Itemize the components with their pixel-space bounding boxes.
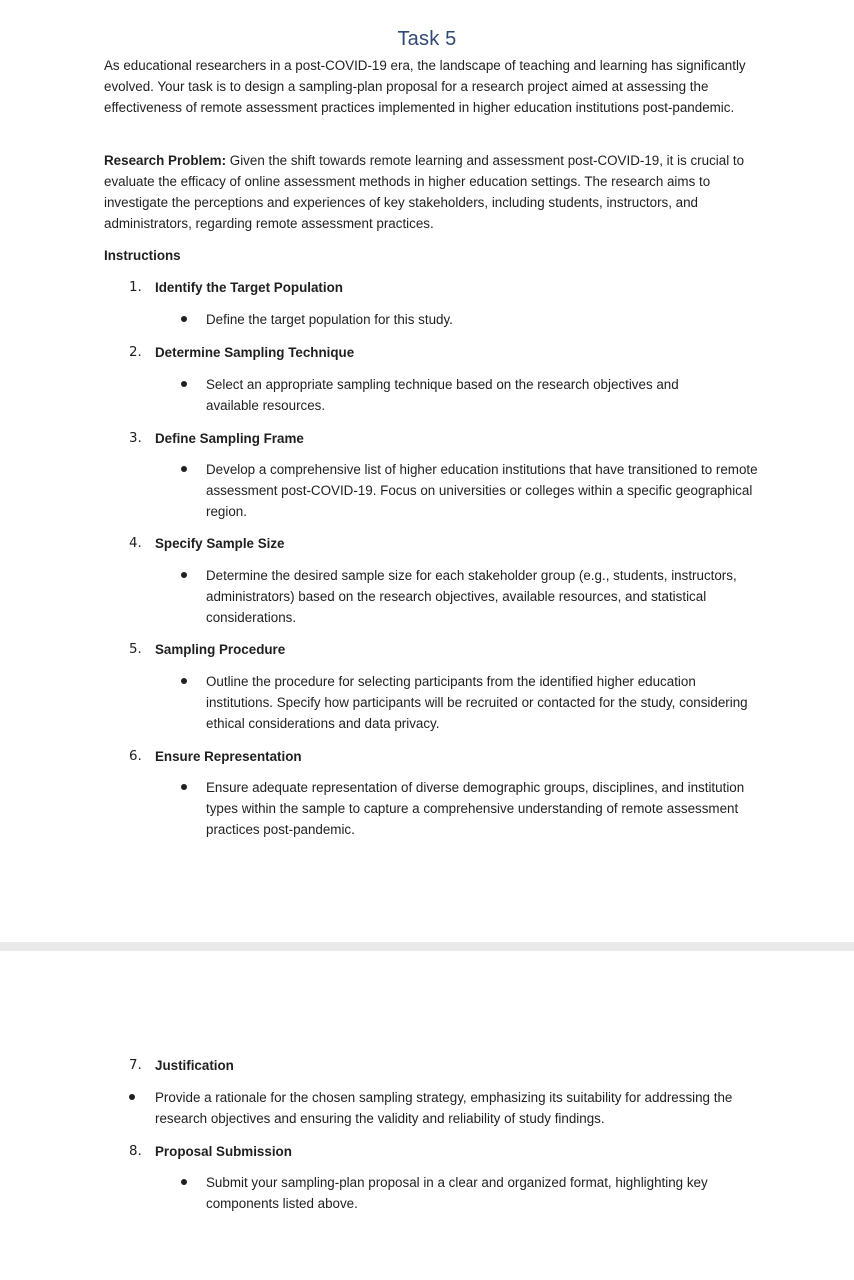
step-number: 8. (129, 1144, 142, 1159)
step-title-sampling-frame: Define Sampling Frame (155, 431, 304, 446)
step-title-sampling-procedure: Sampling Procedure (155, 642, 286, 657)
step-bullet-text: Outline the procedure for selecting participants from the identified higher education institutions. Specify how participants will be recruited or contacted for the study, considering ethical considerations and data privacy. (206, 674, 748, 731)
intro-paragraph: As educational researchers in a post-COVID-19 era, the landscape of teaching and learning has significantly evolved. Your task is to design a sampling-plan proposal for a research project aimed at assessing the effectiveness of remote assessment practices implemented in higher education institutions post-pandemic. (104, 58, 746, 115)
step-bullet-text: Provide a rationale for the chosen sampling strategy, emphasizing its suitability for addressing the research objectives and ensuring the validity and reliability of study findings. (155, 1090, 733, 1126)
bullet-dot (181, 572, 187, 578)
step-bullet-text: Ensure adequate representation of diverse demographic groups, disciplines, and institution types within the sample to capture a comprehensive understanding of remote assessment practices post-pandemic. (206, 780, 745, 837)
research-problem-paragraph (104, 150, 764, 234)
research-problem-label: Research Problem: (104, 153, 227, 168)
bullet-dot (181, 381, 187, 387)
step-bullet-text: Determine the desired sample size for each stakeholder group (e.g., students, instructors, administrators) based on the research objectives, available resources, and statistical considerations. (206, 568, 737, 625)
step-title-justification: Justification (155, 1058, 234, 1073)
step-bullet-text: Develop a comprehensive list of higher education institutions that have transitioned to remote assessment post-COVID-19. Focus on universities or colleges within a specific geographical region. (206, 462, 758, 519)
step-number: 2. (129, 345, 142, 360)
bullet-dot (129, 1094, 135, 1100)
step-number: 1. (129, 280, 142, 295)
step-bullet-text: Define the target population for this study. (206, 312, 453, 327)
bullet-dot (181, 316, 187, 322)
step-number: 3. (129, 431, 142, 446)
research-problem-text: Given the shift towards remote learning and assessment post-COVID-19, it is crucial to evaluate the efficacy of online assessment methods in higher education settings. The research aims to investigate the perceptions and experiences of key stakeholders, including students, instructors, and administrators, regarding remote assessment practices. (104, 153, 745, 231)
step-title-proposal-submission: Proposal Submission (155, 1144, 292, 1159)
step-title-target-population: Identify the Target Population (155, 280, 343, 295)
page-title: Task 5 (397, 28, 457, 50)
step-number: 7. (129, 1058, 142, 1073)
page-break-divider (0, 942, 854, 951)
step-bullet-text: Select an appropriate sampling technique based on the research objectives and available resources. (206, 377, 679, 413)
bullet-dot (181, 466, 187, 472)
step-title-ensure-representation: Ensure Representation (155, 749, 302, 764)
step-title-sample-size: Specify Sample Size (155, 536, 285, 551)
step-bullet-text: Submit your sampling-plan proposal in a clear and organized format, highlighting key components listed above. (206, 1175, 708, 1211)
step-number: 5. (129, 642, 142, 657)
instructions-heading: Instructions (104, 248, 181, 263)
step-title-sampling-technique: Determine Sampling Technique (155, 345, 355, 360)
bullet-dot (181, 784, 187, 790)
bullet-dot (181, 1179, 187, 1185)
bullet-dot (181, 678, 187, 684)
step-number: 4. (129, 536, 142, 551)
step-number: 6. (129, 749, 142, 764)
